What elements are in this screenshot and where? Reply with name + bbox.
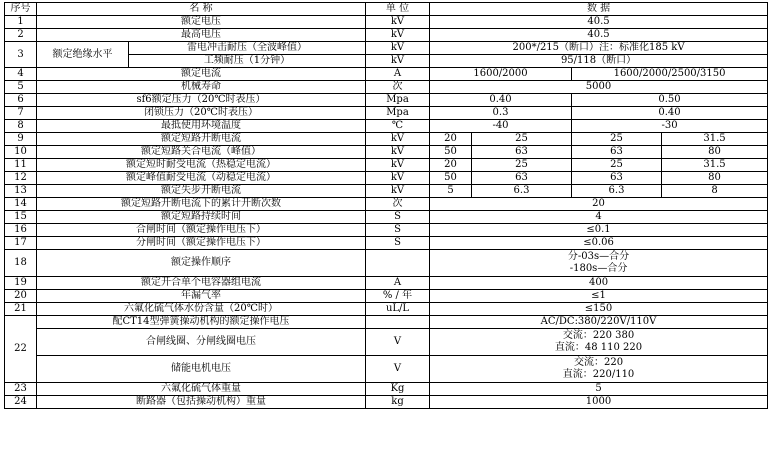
table-row	[5, 185, 768, 198]
row-value: ≤150	[430, 303, 768, 316]
row-seq: 1	[5, 16, 37, 29]
row-seq: 12	[5, 172, 37, 185]
row-value: AC/DC:380/220V/110V	[430, 316, 768, 329]
row-value: 20	[430, 198, 768, 211]
row-value	[430, 250, 768, 277]
row-value: ≤1	[430, 290, 768, 303]
table-row	[5, 224, 768, 237]
row-seq: 3	[5, 42, 37, 68]
row-value-b: 0.50	[572, 94, 768, 107]
row-unit: 次	[366, 198, 430, 211]
row-value-a: 50	[430, 172, 472, 185]
header-name: 名 称	[37, 3, 366, 16]
row-seq: 10	[5, 146, 37, 159]
row-name: 额定电流	[37, 68, 366, 81]
row-name: sf6额定压力（20℃时表压）	[37, 94, 366, 107]
row-value-a: 20	[430, 159, 472, 172]
row-value-d: 31.5	[662, 159, 768, 172]
row-value-line: -180s—合分	[569, 263, 628, 274]
row-unit: S	[366, 237, 430, 250]
row-seq: 13	[5, 185, 37, 198]
row-value-b: 0.40	[572, 107, 768, 120]
row-value-a: 0.3	[430, 107, 572, 120]
row-seq: 2	[5, 29, 37, 42]
table-row	[5, 303, 768, 316]
row-unit: kg	[366, 396, 430, 409]
row-value: 5000	[430, 81, 768, 94]
row-value-a: 50	[430, 146, 472, 159]
row-unit: Mpa	[366, 94, 430, 107]
row-name: 额定电压	[37, 16, 366, 29]
row-unit: kV	[366, 42, 430, 55]
row-name: 合闸线圈、分闸线圈电压	[37, 329, 366, 356]
row-unit: kV	[366, 185, 430, 198]
row-value: 200*/215（断口）注：标准化185 kV	[430, 42, 768, 55]
row-value: ≤0.1	[430, 224, 768, 237]
header-unit: 单 位	[366, 3, 430, 16]
row-value-line: 直流：48 110 220	[554, 342, 643, 353]
row-name: 额定短路持续时间	[37, 211, 366, 224]
row-unit: kV	[366, 55, 430, 68]
row-unit: A	[366, 277, 430, 290]
row-name: 最抵使用环境温度	[37, 120, 366, 133]
row-unit: uL/L	[366, 303, 430, 316]
row-unit: V	[366, 356, 430, 383]
table-row	[5, 316, 768, 329]
row-name: 额定开合单个电容器组电流	[37, 277, 366, 290]
row-value-a: 0.40	[430, 94, 572, 107]
row-seq: 16	[5, 224, 37, 237]
row-name: 储能电机电压	[37, 356, 366, 383]
row-seq: 20	[5, 290, 37, 303]
header-seq: 序号	[5, 3, 37, 16]
row-unit: kV	[366, 133, 430, 146]
table-row	[5, 42, 768, 55]
table-row	[5, 396, 768, 409]
row-unit: kV	[366, 172, 430, 185]
row-group-label: 额定绝缘水平	[37, 42, 129, 68]
table-row	[5, 198, 768, 211]
row-value-b: 25	[472, 133, 572, 146]
row-value-line: 分-03s—合分	[567, 251, 630, 262]
row-value-b: 25	[472, 159, 572, 172]
row-value-line: 交流：220	[573, 357, 624, 368]
table-row	[5, 133, 768, 146]
row-unit	[366, 250, 430, 277]
row-value-b: 1600/2000/2500/3150	[572, 68, 768, 81]
row-name: 年漏气率	[37, 290, 366, 303]
row-seq: 7	[5, 107, 37, 120]
table-row	[5, 16, 768, 29]
row-seq: 4	[5, 68, 37, 81]
row-value-c: 6.3	[572, 185, 662, 198]
table-row	[5, 159, 768, 172]
row-name: 断路器（包括操动机构）重量	[37, 396, 366, 409]
row-name: 额定短路关合电流（峰值）	[37, 146, 366, 159]
row-name: 额定失步开断电流	[37, 185, 366, 198]
row-value-b: 63	[472, 172, 572, 185]
spec-table	[4, 2, 768, 409]
row-unit: kV	[366, 16, 430, 29]
row-value-b: 6.3	[472, 185, 572, 198]
table-row	[5, 120, 768, 133]
table-row	[5, 290, 768, 303]
row-unit: ℃	[366, 120, 430, 133]
row-subname: 工频耐压（1分钟）	[129, 55, 366, 68]
row-unit: S	[366, 211, 430, 224]
row-value-c: 63	[572, 146, 662, 159]
row-seq: 14	[5, 198, 37, 211]
table-row	[5, 146, 768, 159]
row-value-a: 5	[430, 185, 472, 198]
row-seq: 5	[5, 81, 37, 94]
table-header-row	[5, 3, 768, 16]
row-unit	[366, 316, 430, 329]
row-value	[430, 356, 768, 383]
row-name: 合闸时间（额定操作电压下）	[37, 224, 366, 237]
row-name: 六氟化硫气体重量	[37, 383, 366, 396]
row-unit: A	[366, 68, 430, 81]
table-row	[5, 383, 768, 396]
row-value-d: 80	[662, 146, 768, 159]
row-value-a: 1600/2000	[430, 68, 572, 81]
row-seq: 17	[5, 237, 37, 250]
row-seq: 8	[5, 120, 37, 133]
row-unit: S	[366, 224, 430, 237]
row-value-b: -30	[572, 120, 768, 133]
row-name: 额定操作顺序	[37, 250, 366, 277]
row-value-c: 25	[572, 133, 662, 146]
row-value: 5	[430, 383, 768, 396]
row-value-d: 31.5	[662, 133, 768, 146]
row-name: 配CT14型弹簧操动机构的额定操作电压	[37, 316, 366, 329]
row-seq: 19	[5, 277, 37, 290]
table-row	[5, 211, 768, 224]
row-seq: 9	[5, 133, 37, 146]
row-unit: Kg	[366, 383, 430, 396]
row-value: 400	[430, 277, 768, 290]
row-value: 4	[430, 211, 768, 224]
row-value: 1000	[430, 396, 768, 409]
row-seq: 6	[5, 94, 37, 107]
row-value-b: 63	[472, 146, 572, 159]
row-value-c: 63	[572, 172, 662, 185]
row-name: 额定峰值耐受电流（动稳定电流）	[37, 172, 366, 185]
row-unit: Mpa	[366, 107, 430, 120]
row-value: ≤0.06	[430, 237, 768, 250]
table-row	[5, 172, 768, 185]
row-value: 40.5	[430, 16, 768, 29]
row-value: 40.5	[430, 29, 768, 42]
row-seq: 15	[5, 211, 37, 224]
row-seq: 24	[5, 396, 37, 409]
row-name: 闭锁压力（20℃时表压）	[37, 107, 366, 120]
table-row	[5, 107, 768, 120]
row-value-line: 直流：220/110	[562, 369, 635, 380]
row-unit: kV	[366, 29, 430, 42]
row-value-a: 20	[430, 133, 472, 146]
table-row	[5, 94, 768, 107]
row-unit: kV	[366, 146, 430, 159]
row-name: 额定短路开断电流	[37, 133, 366, 146]
row-value-d: 8	[662, 185, 768, 198]
row-seq: 11	[5, 159, 37, 172]
table-row	[5, 68, 768, 81]
row-seq: 18	[5, 250, 37, 277]
table-row	[5, 277, 768, 290]
row-name: 额定短时耐受电流（热稳定电流）	[37, 159, 366, 172]
row-unit: % / 年	[366, 290, 430, 303]
row-name: 机械寿命	[37, 81, 366, 94]
row-name: 六氟化硫气体水份含量（20℃时）	[37, 303, 366, 316]
row-name: 最高电压	[37, 29, 366, 42]
row-subname: 雷电冲击耐压（全波峰值）	[129, 42, 366, 55]
row-unit: V	[366, 329, 430, 356]
table-row	[5, 356, 768, 383]
table-row	[5, 29, 768, 42]
row-seq: 22	[5, 316, 37, 383]
row-value-d: 80	[662, 172, 768, 185]
row-value: 95/118（断口）	[430, 55, 768, 68]
row-name: 分闸时间（额定操作电压下）	[37, 237, 366, 250]
table-row	[5, 250, 768, 277]
header-data: 数 据	[430, 3, 768, 16]
table-row	[5, 237, 768, 250]
table-row	[5, 81, 768, 94]
row-value	[430, 329, 768, 356]
row-seq: 23	[5, 383, 37, 396]
row-value-a: -40	[430, 120, 572, 133]
row-seq: 21	[5, 303, 37, 316]
row-name: 额定短路开断电流下的累计开断次数	[37, 198, 366, 211]
row-value-c: 25	[572, 159, 662, 172]
row-value-line: 交流：220 380	[562, 330, 635, 341]
table-row	[5, 329, 768, 356]
row-unit: 次	[366, 81, 430, 94]
row-unit: kV	[366, 159, 430, 172]
